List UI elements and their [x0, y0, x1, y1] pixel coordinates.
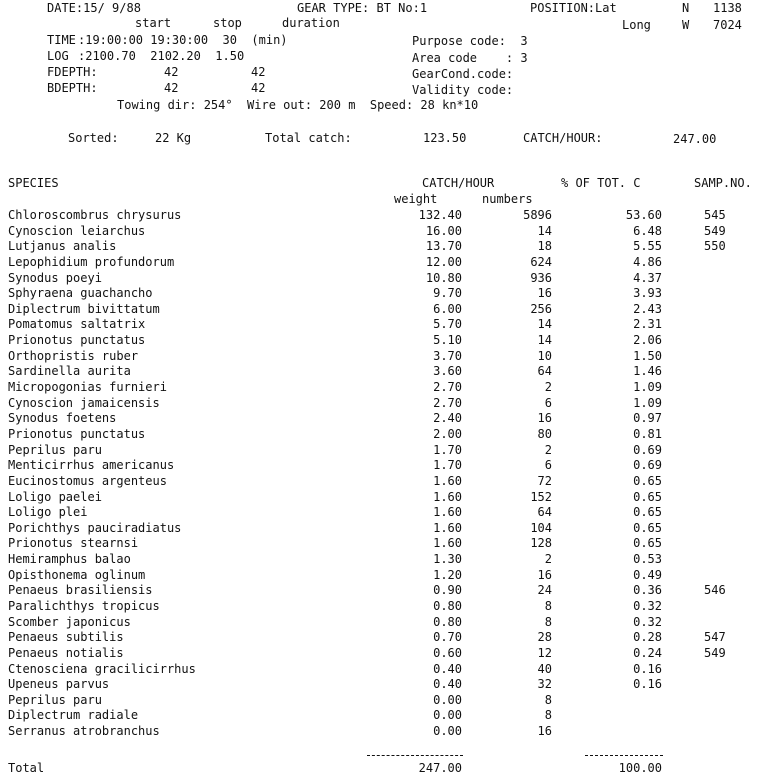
weight-value: 1.20	[433, 568, 462, 582]
species-name: Lepophidium profundorum	[8, 255, 175, 269]
species-name: Sphyraena guachancho	[8, 286, 153, 300]
weight-value: 0.00	[433, 708, 462, 722]
species-name: Loligo paelei	[8, 490, 102, 504]
weight-value: 5.70	[433, 317, 462, 331]
weight-value: 1.60	[433, 490, 462, 504]
species-name: Prionotus punctatus	[8, 427, 146, 441]
numbers-value: 104	[530, 521, 552, 535]
weight-value: 1.30	[433, 552, 462, 566]
samp-no-value: 545	[704, 208, 726, 222]
weight-value: 1.60	[433, 536, 462, 550]
fdepth-label: FDEPTH:	[47, 65, 98, 79]
pct-value: 0.36	[633, 583, 662, 597]
total-weight: 247.00	[418, 761, 462, 775]
pct-value: 0.69	[633, 458, 662, 472]
weight-value: 5.10	[433, 333, 462, 347]
pct-value: 0.65	[633, 505, 662, 519]
pct-value: 2.31	[633, 317, 662, 331]
species-name: Peprilus paru	[8, 443, 102, 457]
numbers-header: numbers	[482, 192, 533, 206]
numbers-value: 2	[544, 552, 552, 566]
numbers-value: 64	[537, 364, 552, 378]
weight-value: 1.70	[433, 458, 462, 472]
pct-value: 0.53	[633, 552, 662, 566]
weight-value: 3.70	[433, 349, 462, 363]
numbers-value: 2	[544, 380, 552, 394]
numbers-value: 12	[537, 646, 552, 660]
pct-value: 0.32	[633, 615, 662, 629]
log-label: LOG	[47, 49, 69, 63]
weight-value: 0.00	[433, 693, 462, 707]
long-direction: W	[682, 18, 690, 32]
pct-value: 53.60	[625, 208, 662, 222]
pct-value: 6.48	[633, 224, 662, 238]
species-name: Prionotus punctatus	[8, 333, 146, 347]
fdepth-stop: 42	[251, 65, 266, 79]
weight-value: 132.40	[418, 208, 462, 222]
pct-value: 0.97	[633, 411, 662, 425]
species-name: Penaeus notialis	[8, 646, 124, 660]
species-name: Hemiramphus balao	[8, 552, 131, 566]
species-name: Prionotus stearnsi	[8, 536, 139, 550]
numbers-value: 128	[530, 536, 552, 550]
numbers-value: 10	[537, 349, 552, 363]
pct-value: 0.65	[633, 474, 662, 488]
weight-value: 0.40	[433, 677, 462, 691]
numbers-value: 14	[537, 333, 552, 347]
numbers-value: 6	[544, 458, 552, 472]
species-name: Micropogonias furnieri	[8, 380, 167, 394]
pct-value: 1.09	[633, 396, 662, 410]
numbers-value: 14	[537, 224, 552, 238]
col-duration-header: duration	[282, 16, 340, 30]
numbers-value: 16	[537, 286, 552, 300]
weight-value: 1.60	[433, 505, 462, 519]
species-name: Peprilus paru	[8, 693, 102, 707]
numbers-value: 18	[537, 239, 552, 253]
species-name: Diplectrum radiale	[8, 708, 139, 722]
weight-value: 0.80	[433, 599, 462, 613]
weight-value: 2.00	[433, 427, 462, 441]
samp-no-value: 546	[704, 583, 726, 597]
samp-no-value: 549	[704, 646, 726, 660]
lat-direction: N	[682, 1, 690, 15]
pct-value: 0.65	[633, 521, 662, 535]
species-name: Cynoscion jamaicensis	[8, 396, 160, 410]
long-value: 7024	[713, 18, 742, 32]
long-label: Long	[622, 18, 651, 32]
sorted-value: 22 Kg	[155, 131, 192, 145]
numbers-value: 8	[544, 599, 552, 613]
pct-value: 0.16	[633, 662, 662, 676]
weight-value: 13.70	[425, 239, 462, 253]
numbers-value: 14	[537, 317, 552, 331]
pct-value: 0.69	[633, 443, 662, 457]
pct-value: 0.28	[633, 630, 662, 644]
weight-value: 10.80	[425, 271, 462, 285]
species-name: Orthopristis ruber	[8, 349, 139, 363]
species-header: SPECIES	[8, 176, 59, 190]
species-name: Synodus foetens	[8, 411, 117, 425]
samp-no-header: SAMP.NO.	[694, 176, 752, 190]
total-catch-label: Total catch:	[265, 131, 352, 145]
pct-value: 5.55	[633, 239, 662, 253]
gear-type-label: GEAR TYPE: BT No:1	[297, 1, 428, 15]
numbers-value: 256	[530, 302, 552, 316]
numbers-value: 16	[537, 411, 552, 425]
weight-value: 1.60	[433, 521, 462, 535]
species-name: Menticirrhus americanus	[8, 458, 175, 472]
species-name: Serranus atrobranchus	[8, 724, 160, 738]
numbers-value: 72	[537, 474, 552, 488]
species-name: Chloroscombrus chrysurus	[8, 208, 182, 222]
samp-no-value: 547	[704, 630, 726, 644]
numbers-value: 24	[537, 583, 552, 597]
numbers-value: 28	[537, 630, 552, 644]
pct-total-header: % OF TOT. C	[561, 176, 641, 190]
numbers-value: 80	[537, 427, 552, 441]
total-pct: 100.00	[618, 761, 662, 775]
pct-total-separator	[585, 755, 663, 756]
total-label: Total	[8, 761, 45, 775]
col-stop-header: stop	[213, 16, 242, 30]
pct-value: 2.43	[633, 302, 662, 316]
weight-value: 2.40	[433, 411, 462, 425]
numbers-value: 40	[537, 662, 552, 676]
numbers-value: 624	[530, 255, 552, 269]
log-values: :2100.70 2102.20 1.50	[78, 49, 245, 63]
pct-value: 1.50	[633, 349, 662, 363]
sorted-label: Sorted:	[68, 131, 119, 145]
weight-value: 6.00	[433, 302, 462, 316]
bdepth-stop: 42	[251, 81, 266, 95]
fdepth-start: 42	[164, 65, 179, 79]
total-catch-value: 123.50	[423, 131, 467, 145]
pct-value: 0.16	[633, 677, 662, 691]
species-name: Penaeus brasiliensis	[8, 583, 153, 597]
pct-value: 1.46	[633, 364, 662, 378]
numbers-value: 8	[544, 708, 552, 722]
validity-code: Validity code:	[412, 83, 514, 97]
bdepth-label: BDEPTH:	[47, 81, 98, 95]
pct-value: 0.24	[633, 646, 662, 660]
numbers-value: 2	[544, 443, 552, 457]
weight-value: 9.70	[433, 286, 462, 300]
weight-value: 1.60	[433, 474, 462, 488]
weight-value: 3.60	[433, 364, 462, 378]
purpose-code: Purpose code: 3	[412, 34, 528, 48]
weight-value: 0.90	[433, 583, 462, 597]
numbers-value: 16	[537, 724, 552, 738]
samp-no-value: 549	[704, 224, 726, 238]
pct-value: 2.06	[633, 333, 662, 347]
species-name: Loligo plei	[8, 505, 88, 519]
species-name: Synodus poeyi	[8, 271, 102, 285]
weight-value: 0.60	[433, 646, 462, 660]
pct-value: 0.49	[633, 568, 662, 582]
area-code: Area code : 3	[412, 51, 528, 65]
species-name: Ctenosciena gracilicirrhus	[8, 662, 196, 676]
numbers-value: 6	[544, 396, 552, 410]
species-name: Penaeus subtilis	[8, 630, 124, 644]
numbers-value: 5896	[523, 208, 552, 222]
species-name: Lutjanus analis	[8, 239, 117, 253]
weight-total-separator	[367, 755, 463, 756]
gear-cond-code: GearCond.code:	[412, 67, 514, 81]
catch-hour-value: 247.00	[673, 132, 717, 146]
numbers-value: 152	[530, 490, 552, 504]
pct-value: 4.86	[633, 255, 662, 269]
numbers-value: 8	[544, 693, 552, 707]
lat-value: 1138	[713, 1, 742, 15]
numbers-value: 8	[544, 615, 552, 629]
weight-value: 0.80	[433, 615, 462, 629]
numbers-value: 64	[537, 505, 552, 519]
species-name: Opisthonema oglinum	[8, 568, 146, 582]
pct-value: 0.65	[633, 536, 662, 550]
pct-value: 0.65	[633, 490, 662, 504]
species-name: Sardinella aurita	[8, 364, 131, 378]
species-name: Eucinostomus argenteus	[8, 474, 167, 488]
species-name: Diplectrum bivittatum	[8, 302, 160, 316]
species-name: Upeneus parvus	[8, 677, 110, 691]
weight-header: weight	[394, 192, 438, 206]
species-name: Cynoscion leiarchus	[8, 224, 146, 238]
weight-value: 2.70	[433, 396, 462, 410]
samp-no-value: 550	[704, 239, 726, 253]
time-label: TIME	[47, 33, 76, 47]
catch-hour-header: CATCH/HOUR	[422, 176, 495, 190]
species-name: Porichthys pauciradiatus	[8, 521, 182, 535]
bdepth-start: 42	[164, 81, 179, 95]
pct-value: 3.93	[633, 286, 662, 300]
weight-value: 12.00	[425, 255, 462, 269]
species-name: Pomatomus saltatrix	[8, 317, 146, 331]
pct-value: 0.81	[633, 427, 662, 441]
catch-hour-label: CATCH/HOUR:	[523, 131, 603, 145]
weight-value: 0.70	[433, 630, 462, 644]
time-values: :19:00:00 19:30:00 30 (min)	[78, 33, 288, 47]
numbers-value: 32	[537, 677, 552, 691]
numbers-value: 936	[530, 271, 552, 285]
numbers-value: 16	[537, 568, 552, 582]
position-label: POSITION:Lat	[530, 1, 617, 15]
weight-value: 1.70	[433, 443, 462, 457]
species-name: Scomber japonicus	[8, 615, 131, 629]
weight-value: 16.00	[425, 224, 462, 238]
weight-value: 0.00	[433, 724, 462, 738]
pct-value: 4.37	[633, 271, 662, 285]
towing-info: Towing dir: 254° Wire out: 200 m Speed: 28 kn*10	[117, 98, 479, 112]
weight-value: 2.70	[433, 380, 462, 394]
weight-value: 0.40	[433, 662, 462, 676]
species-name: Paralichthys tropicus	[8, 599, 160, 613]
pct-value: 0.32	[633, 599, 662, 613]
pct-value: 1.09	[633, 380, 662, 394]
col-start-header: start	[135, 16, 172, 30]
date-label: DATE:15/ 9/88	[47, 1, 141, 15]
